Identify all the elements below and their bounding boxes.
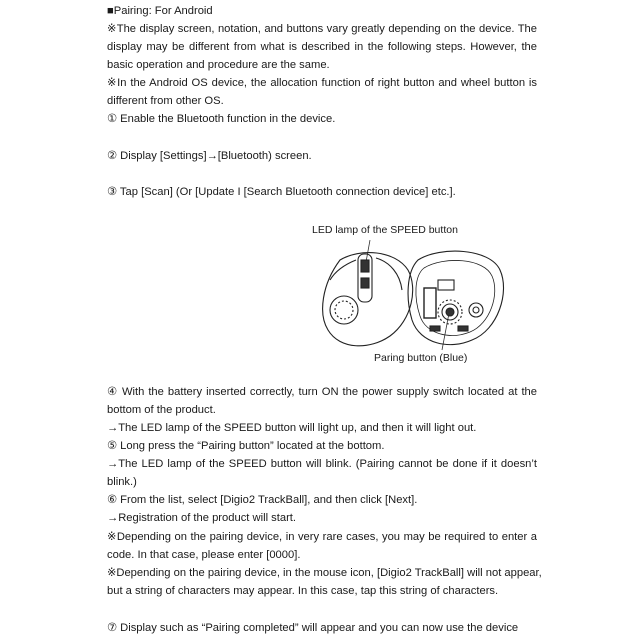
section-heading: ■Pairing: For Android xyxy=(107,5,213,17)
step-6: ⑥ From the list, select [Digio2 TrackBall], and then click [Next]. xyxy=(107,494,418,506)
note-line: ※In the Android OS device, the allocation function of right button and wheel button is xyxy=(107,77,537,89)
step-5-result-cont: blink.) xyxy=(107,476,137,488)
step-4: ④ With the battery inserted correctly, turn ON the power supply switch located at the xyxy=(107,386,537,398)
figure-label-led: LED lamp of the SPEED button xyxy=(312,224,458,236)
led-leader-line xyxy=(366,240,370,262)
note-line: but a string of characters may appear. In this case, tap this string of characters. xyxy=(107,585,499,597)
note-line: ※Depending on the pairing device, in the mouse icon, [Digio2 TrackBall] will not appear, xyxy=(107,567,542,579)
step-2: ② Display [Settings]→[Bluetooth) screen. xyxy=(107,150,312,162)
mouse-figure xyxy=(300,220,540,370)
mouse-bottom-view-icon xyxy=(408,251,503,345)
step-6-result: →Registration of the product will start. xyxy=(107,512,297,524)
step-7: ⑦ Display such as “Pairing completed” will appear and you can now use the device xyxy=(107,622,519,634)
note-line: display may be different from what is described in the following steps. However, the xyxy=(107,41,537,53)
note-line: different from other OS. xyxy=(107,95,224,107)
mouse-top-view-icon xyxy=(323,253,413,346)
step-5-result: →The LED lamp of the SPEED button will blink. (Pairing cannot be done if it doesn’t xyxy=(107,458,537,470)
step-5: ⑤ Long press the “Pairing button” located at the bottom. xyxy=(107,440,385,452)
note-line: ※Depending on the pairing device, in very rare cases, you may be required to enter a xyxy=(107,531,537,543)
note-line: ※The display screen, notation, and buttons vary greatly depending on the device. The xyxy=(107,23,537,35)
step-1: ① Enable the Bluetooth function in the device. xyxy=(107,113,336,125)
mouse-illustration xyxy=(300,240,540,370)
figure-label-pairing: Paring button (Blue) xyxy=(374,352,468,364)
step-4-result: →The LED lamp of the SPEED button will light up, and then it will light out. xyxy=(107,422,477,434)
note-line: basic operation and procedure are the same. xyxy=(107,59,330,71)
note-line: code. In that case, please enter [0000]. xyxy=(107,549,301,561)
step-4-cont: bottom of the product. xyxy=(107,404,216,416)
step-3: ③ Tap [Scan] (Or [Update I [Search Bluetooth connection device] etc.]. xyxy=(107,186,456,198)
